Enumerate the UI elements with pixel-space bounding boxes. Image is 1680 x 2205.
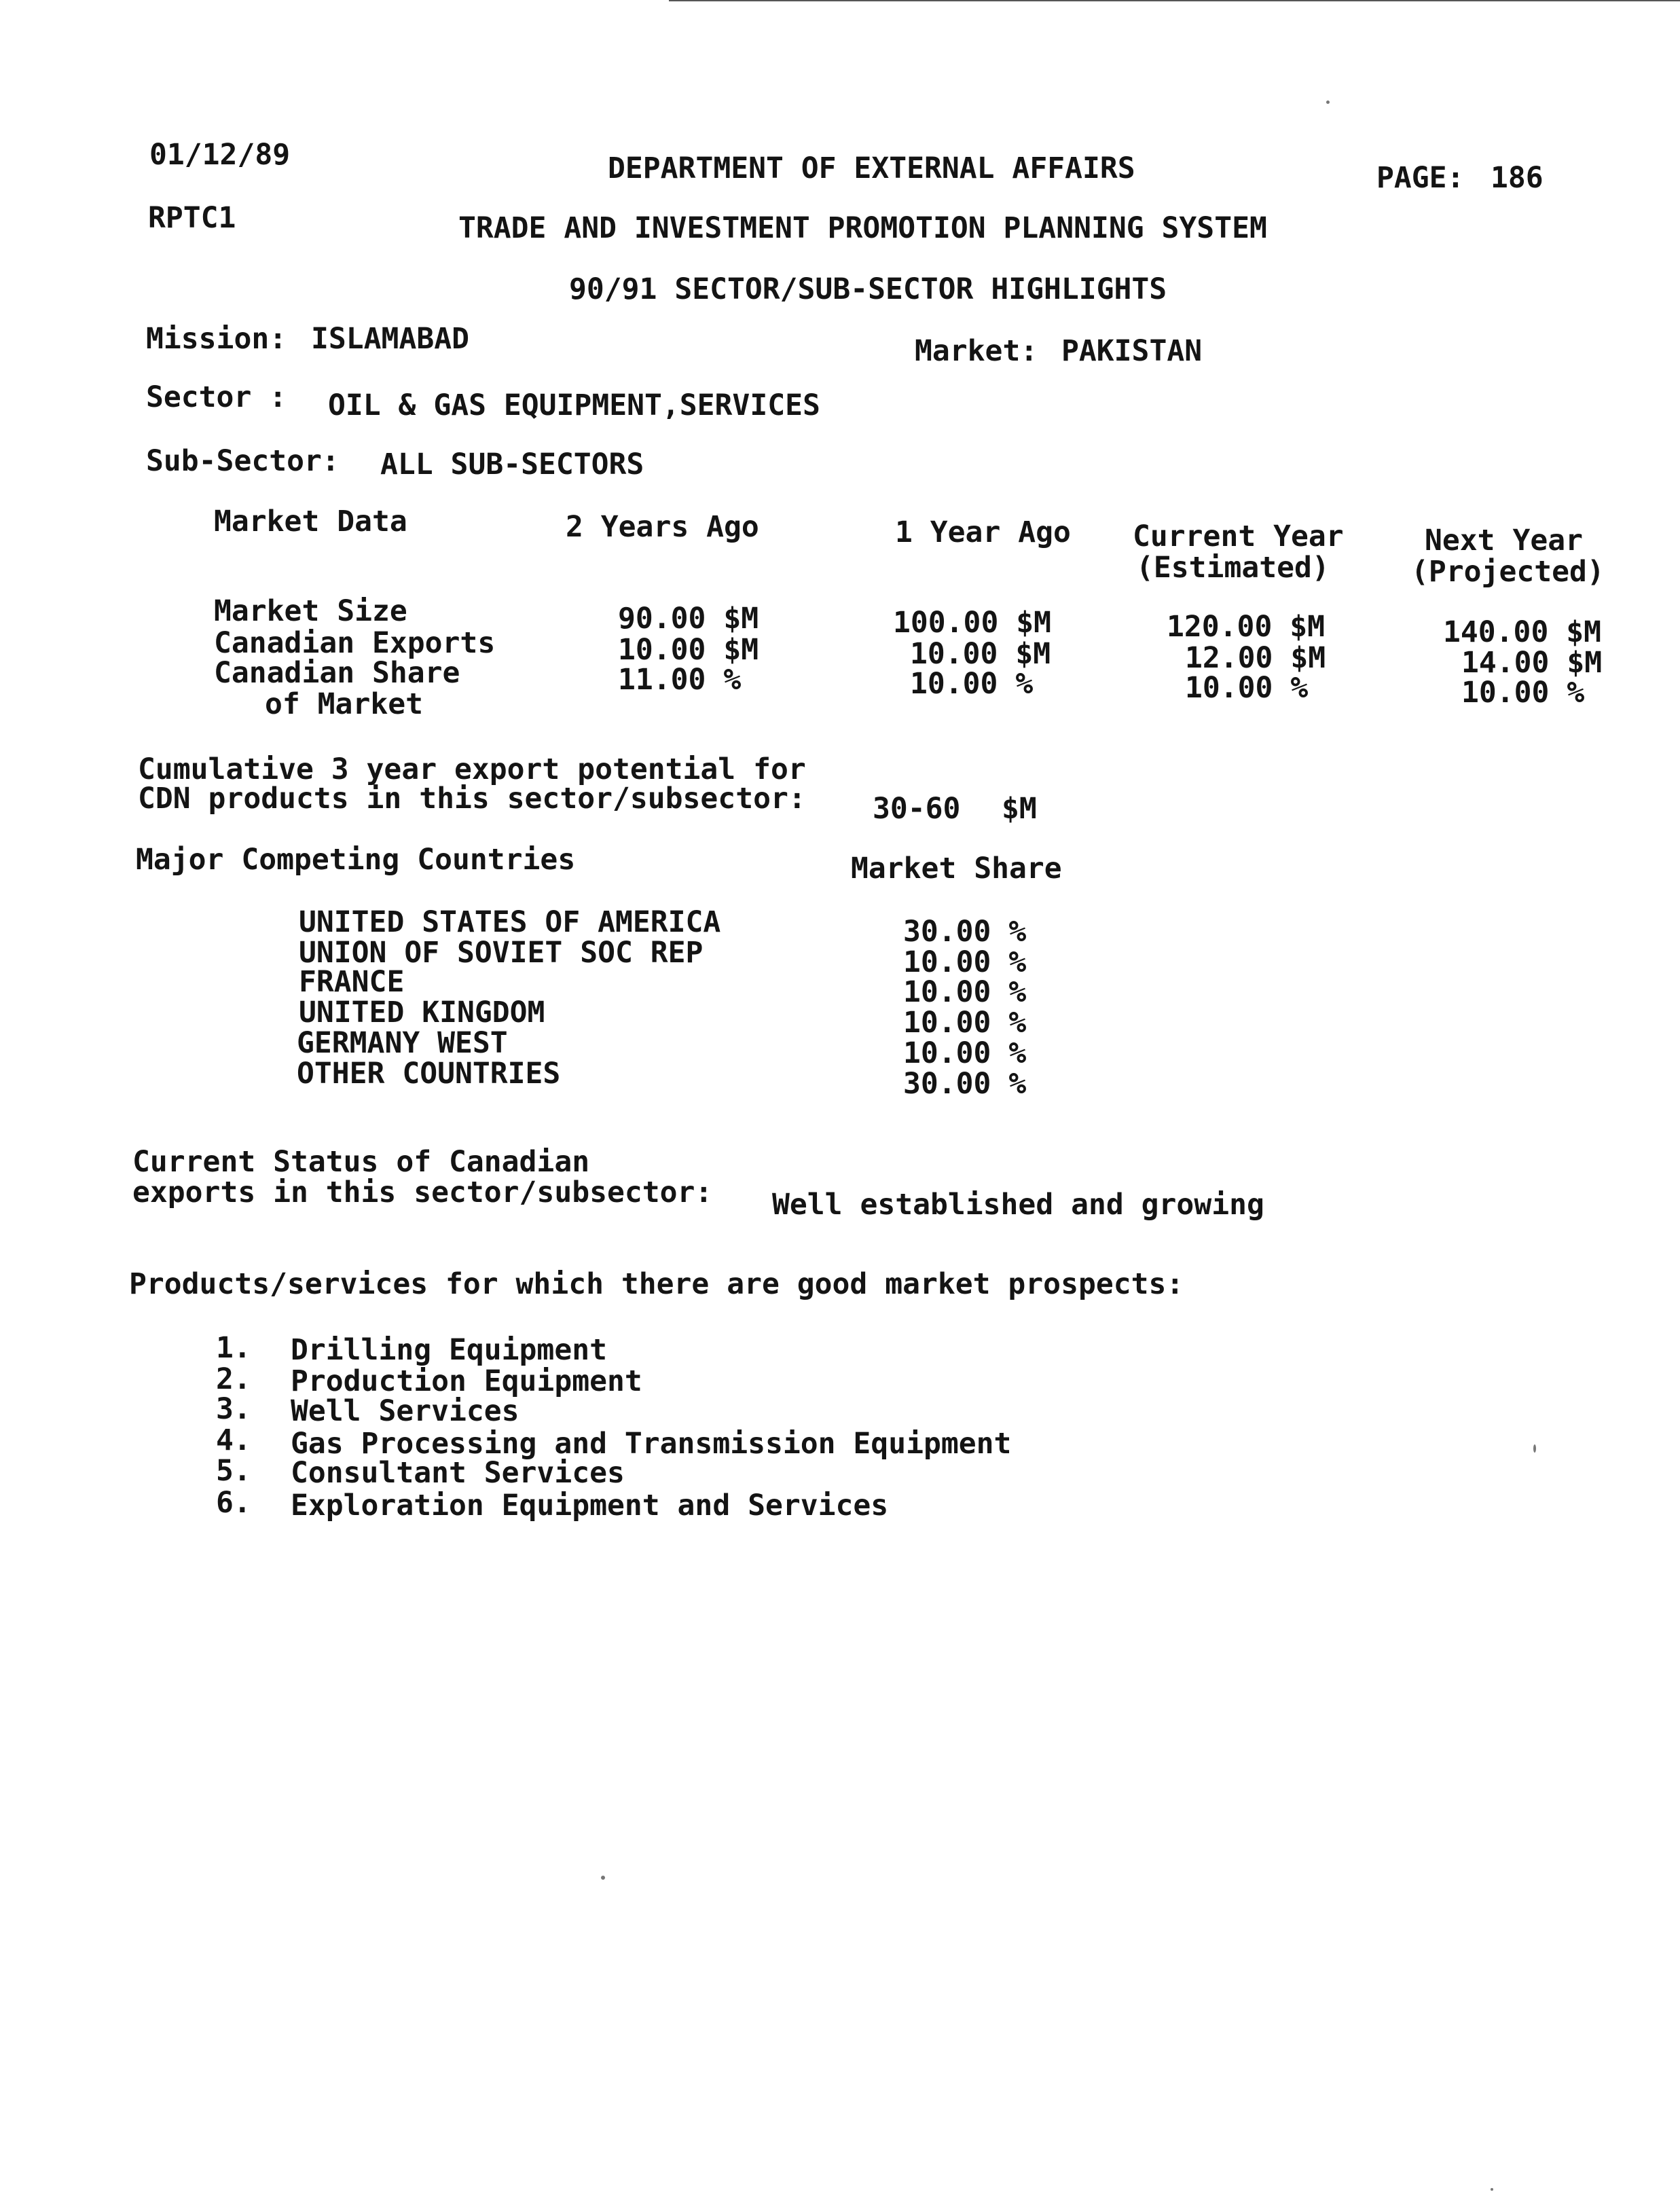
system-title: TRADE AND INVESTMENT PROMOTION PLANNING SYSTEM [458,211,1267,245]
competitor-country: UNITED STATES OF AMERICA [299,905,721,939]
status-line-2: exports in this sector/subsector: [132,1176,713,1209]
cell-value: 120.00 $M [1167,610,1325,644]
cell-value: 140.00 $M [1443,615,1601,649]
cell-value: 90.00 $M [618,602,759,636]
department-title: DEPARTMENT OF EXTERNAL AFFAIRS [608,151,1135,185]
competitor-country: UNION OF SOVIET SOC REP [299,936,704,970]
competitor-share: 30.00 % [903,915,1027,949]
competitor-share: 10.00 % [903,975,1027,1009]
market-data-header: Market Data [214,505,407,539]
scan-speck [601,1876,605,1880]
competitor-share: 10.00 % [903,1006,1027,1040]
prospect-item: Well Services [291,1394,519,1428]
report-code: RPTC1 [148,201,236,235]
col-2-years-ago: 2 Years Ago [566,510,759,544]
prospect-number: 4. [216,1423,251,1457]
row-label-of-market: of Market [265,687,423,721]
col-next-year: Next Year [1425,524,1583,558]
status-value: Well established and growing [772,1188,1264,1222]
cell-value: 11.00 % [618,663,742,697]
competitor-country: FRANCE [299,965,405,999]
report-date: 01/12/89 [149,138,291,172]
subsector-value: ALL SUB-SECTORS [380,448,644,481]
prospect-number: 3. [216,1392,251,1426]
row-label-canadian-exports: Canadian Exports [214,626,496,660]
competitor-country: OTHER COUNTRIES [297,1057,561,1091]
competitor-country: GERMANY WEST [297,1026,508,1060]
prospects-heading: Products/services for which there are good market prospects: [129,1267,1184,1301]
potential-value: 30-60 [873,792,961,826]
competitor-share: 30.00 % [903,1067,1027,1101]
market-share-heading: Market Share [851,852,1062,886]
prospect-number: 6. [216,1486,251,1520]
competitor-share: 10.00 % [903,945,1027,979]
sector-label: Sector : [146,380,287,414]
cell-value: 10.00 % [1185,671,1309,705]
subsector-label: Sub-Sector: [146,444,340,478]
cell-value: 10.00 % [1461,676,1585,710]
row-label-canadian-share: Canadian Share [214,656,460,690]
cell-value: 14.00 $M [1461,646,1603,680]
mission-value: ISLAMABAD [311,322,469,356]
potential-line-2: CDN products in this sector/subsector: [138,782,806,816]
market-value: PAKISTAN [1061,334,1203,368]
col-current-estimated: (Estimated) [1136,551,1330,585]
prospect-item: Drilling Equipment [291,1333,607,1367]
report-title: 90/91 SECTOR/SUB-SECTOR HIGHLIGHTS [569,272,1167,306]
prospect-number: 5. [216,1454,251,1488]
sector-value: OIL & GAS EQUIPMENT,SERVICES [328,388,820,422]
cell-value: 100.00 $M [893,606,1051,640]
scan-speck [1326,101,1330,104]
col-next-projected: (Projected) [1411,555,1605,589]
potential-unit: $M [1002,792,1037,826]
potential-line-1: Cumulative 3 year export potential for [138,752,806,786]
col-1-year-ago: 1 Year Ago [895,515,1071,549]
cell-value: 12.00 $M [1185,641,1326,675]
cell-value: 10.00 % [910,667,1034,701]
page-number: 186 [1491,161,1544,195]
prospect-item: Exploration Equipment and Services [291,1489,889,1523]
prospect-item: Production Equipment [291,1364,642,1398]
top-border-line [669,0,1680,1]
prospect-item: Consultant Services [291,1456,625,1490]
competitor-country: UNITED KINGDOM [299,996,545,1029]
row-label-market-size: Market Size [214,594,407,628]
prospect-number: 2. [216,1362,251,1396]
market-label: Market: [915,334,1038,368]
competitor-share: 10.00 % [903,1036,1027,1070]
cell-value: 10.00 $M [910,637,1051,671]
mission-label: Mission: [146,322,287,356]
prospect-item: Gas Processing and Transmission Equipment [291,1427,1012,1461]
cell-value: 10.00 $M [618,633,759,667]
scan-speck [1491,2188,1493,2191]
prospect-number: 1. [216,1331,251,1365]
col-current-year: Current Year [1133,520,1344,553]
page-label: PAGE: [1376,161,1465,195]
status-line-1: Current Status of Canadian [132,1145,590,1179]
competitors-heading: Major Competing Countries [136,843,576,877]
scan-speck [1533,1444,1536,1453]
